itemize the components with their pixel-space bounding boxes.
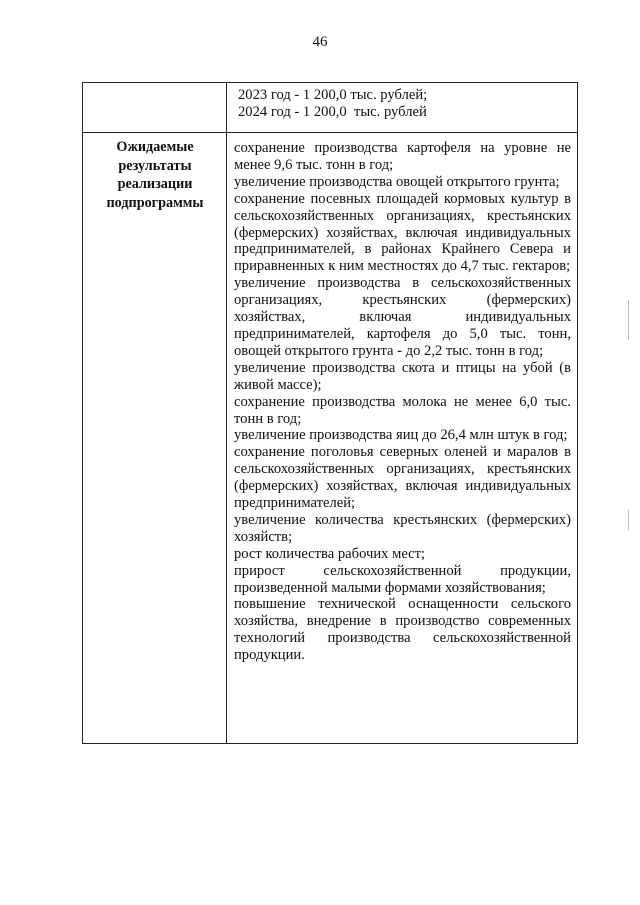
- result-item: увеличение производства овощей открытого грунта;: [234, 173, 560, 190]
- result-item: сохранение производства молока не менее 6,0 тыс. тонн в год;: [234, 393, 571, 427]
- subprogram-passport-table: [82, 82, 578, 744]
- scan-margin-mark: [628, 510, 629, 530]
- table-bottom-border: [82, 743, 578, 744]
- result-item: сохранение посевных площадей кормовых культур в сельскохозяйственных организациях, крестьянских (фермерских) хозяйствах, включая индивидуальных предпринимателей, в районах Крайнего Севера и приравненных к ним местностях до 4,7 тыс. гектаров;: [234, 190, 571, 275]
- page-number: 46: [312, 34, 328, 50]
- column-divider: [226, 82, 227, 744]
- result-item: увеличение производства яиц до 26,4 млн штук в год;: [234, 427, 568, 444]
- result-item: прирост сельскохозяйственной продукции, произведенной малыми формами хозяйствования;: [234, 562, 571, 596]
- row-divider: [82, 132, 578, 133]
- expected-results-list: [234, 140, 571, 664]
- result-item: рост количества рабочих мест;: [234, 545, 426, 562]
- funding-line-2024: 2024 год - 1 200,0 тыс. рублей: [238, 103, 427, 120]
- scan-margin-mark: [628, 300, 629, 340]
- result-item: сохранение поголовья северных оленей и маралов в сельскохозяйственных организациях, крестьянских (фермерских) хозяйствах, включая индивидуальных предпринимателей;: [234, 444, 571, 512]
- table-left-border: [82, 82, 83, 744]
- expected-results-label: Ожидаемые результаты реализации подпрограммы: [106, 139, 204, 211]
- result-item: увеличение производства в сельскохозяйственных организациях, крестьянских (фермерских) хозяйствах, включая индивидуальных предпринимателей, картофеля до 5,0 тыс. тонн, овощей открытого грунта - до 2,2 тыс. тонн в год;: [234, 275, 571, 359]
- table-right-border: [577, 82, 578, 744]
- result-item: увеличение производства скота и птицы на убой (в живой массе);: [234, 359, 571, 393]
- result-item: повышение технической оснащенности сельского хозяйства, внедрение в производство современных технологий производства сельскохозяйственной продукции.: [234, 596, 571, 664]
- funding-line-2023: 2023 год - 1 200,0 тыс. рублей;: [238, 87, 428, 103]
- table-top-border: [82, 82, 578, 83]
- funding-continuation-cell: [238, 87, 568, 121]
- result-item: увеличение количества крестьянских (фермерских) хозяйств;: [234, 511, 571, 545]
- result-item: сохранение производства картофеля на уровне не менее 9,6 тыс. тонн в год;: [234, 140, 571, 173]
